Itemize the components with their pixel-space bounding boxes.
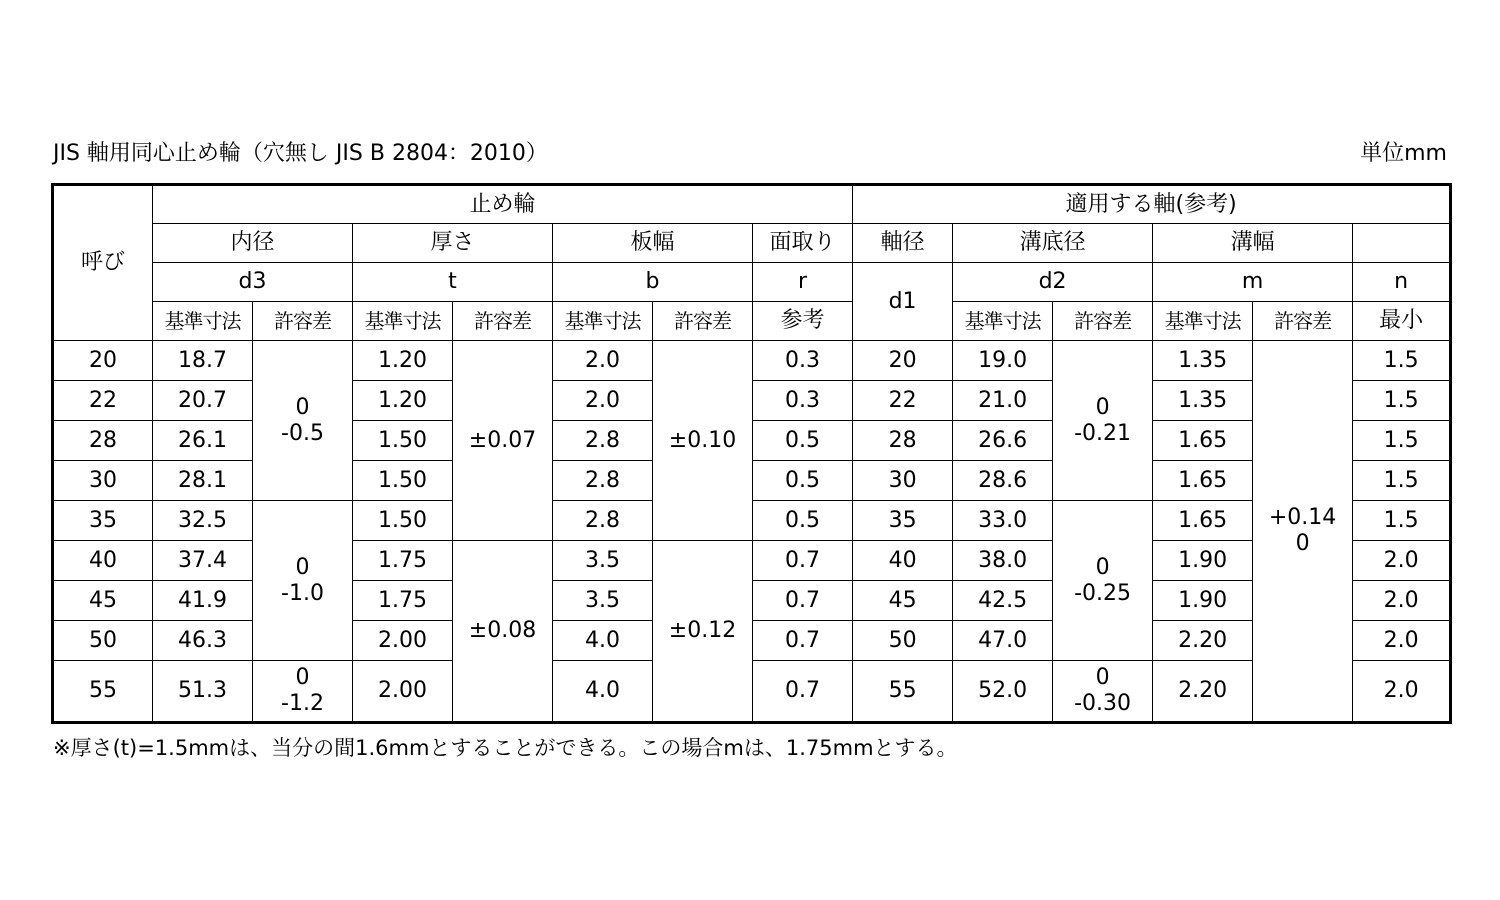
cell-t: 1.75 [353,581,453,621]
footnote: ※厚さ(t)=1.5mmは、当分の間1.6mmとすることができる。この場合mは、1.75mmとする。 [53,736,958,760]
header-r-reference: 参考 [753,302,853,341]
cell-r: 0.7 [753,661,853,723]
cell-call: 20 [53,341,153,381]
header-t-tolerance: 許容差 [453,302,553,341]
header-d3-nominal: 基準寸法 [153,302,253,341]
cell-d1: 40 [853,541,953,581]
cell-m: 1.90 [1153,581,1253,621]
cell-r: 0.5 [753,421,853,461]
cell-d3-tolerance [253,341,353,501]
cell-call: 22 [53,381,153,421]
tolerance-lower: -0.30 [1074,691,1132,716]
cell-d2: 52.0 [953,661,1053,723]
tolerance-upper: 0 [1095,394,1110,420]
cell-call: 55 [53,661,153,723]
cell-d2: 21.0 [953,381,1053,421]
cell-d2: 28.6 [953,461,1053,501]
cell-d2-tolerance [1053,501,1153,661]
cell-call: 45 [53,581,153,621]
cell-t: 1.50 [353,421,453,461]
cell-call: 30 [53,461,153,501]
header-d3-tolerance: 許容差 [253,302,353,341]
cell-m: 1.90 [1153,541,1253,581]
cell-d1: 20 [853,341,953,381]
cell-b: 2.8 [553,501,653,541]
cell-call: 28 [53,421,153,461]
header-b-tolerance: 許容差 [653,302,753,341]
cell-d3: 32.5 [153,501,253,541]
cell-n: 2.0 [1353,581,1451,621]
cell-m: 1.35 [1153,381,1253,421]
header-row-4 [53,302,1451,341]
header-d2-nominal: 基準寸法 [953,302,1053,341]
header-groove-width: 溝幅 [1153,224,1353,263]
cell-t: 1.75 [353,541,453,581]
cell-m: 2.20 [1153,621,1253,661]
header-n-minimum: 最小 [1353,302,1451,341]
cell-d1: 50 [853,621,953,661]
cell-n: 1.5 [1353,461,1451,501]
cell-n: 1.5 [1353,381,1451,421]
cell-n: 2.0 [1353,541,1451,581]
header-shaft-dia: 軸径 [853,224,953,263]
header-t-nominal: 基準寸法 [353,302,453,341]
symbol-d3: d3 [153,263,353,302]
cell-n: 1.5 [1353,501,1451,541]
table-row [53,661,1451,723]
cell-d3: 37.4 [153,541,253,581]
cell-r: 0.7 [753,581,853,621]
symbol-d2: d2 [953,263,1153,302]
cell-t: 2.00 [353,621,453,661]
cell-n: 2.0 [1353,661,1451,723]
cell-r: 0.7 [753,621,853,661]
header-ring: 止め輪 [153,185,853,224]
header-m-nominal: 基準寸法 [1153,302,1253,341]
cell-d1: 30 [853,461,953,501]
cell-m: 1.65 [1153,421,1253,461]
tolerance-upper: 0 [1095,665,1110,690]
cell-b: 2.0 [553,341,653,381]
symbol-b: b [553,263,753,302]
cell-b: 3.5 [553,541,653,581]
cell-d3: 28.1 [153,461,253,501]
tolerance-upper: 0 [1095,554,1110,580]
header-call: 呼び [53,185,153,341]
header-d2-tolerance: 許容差 [1053,302,1153,341]
cell-b: 2.0 [553,381,653,421]
header-b-nominal: 基準寸法 [553,302,653,341]
cell-d2-tolerance [1053,341,1153,501]
table-row [53,501,1451,541]
cell-d2: 47.0 [953,621,1053,661]
cell-d2: 33.0 [953,501,1053,541]
cell-b-tolerance: ±0.12 [653,541,753,723]
cell-call: 40 [53,541,153,581]
tolerance-lower: -0.25 [1074,580,1132,606]
header-shaft: 適用する軸(参考) [853,185,1451,224]
cell-d2: 42.5 [953,581,1053,621]
tolerance-upper: +0.14 [1268,505,1337,530]
cell-d3: 51.3 [153,661,253,723]
tolerance-lower: -1.0 [281,580,324,606]
cell-r: 0.7 [753,541,853,581]
cell-r: 0.5 [753,461,853,501]
header-row-3 [53,263,1451,302]
symbol-t: t [353,263,553,302]
cell-d2-tolerance [1053,661,1153,723]
cell-n: 1.5 [1353,421,1451,461]
cell-t: 1.20 [353,341,453,381]
tolerance-upper: 0 [295,554,310,580]
cell-m: 2.20 [1153,661,1253,723]
tolerance-upper: 0 [295,665,310,690]
cell-d1: 45 [853,581,953,621]
symbol-d1: d1 [853,263,953,341]
cell-t: 1.50 [353,461,453,501]
cell-d2: 19.0 [953,341,1053,381]
cell-n: 2.0 [1353,621,1451,661]
cell-t: 1.20 [353,381,453,421]
tolerance-lower: 0 [1295,531,1310,556]
symbol-m: m [1153,263,1353,302]
cell-b: 4.0 [553,621,653,661]
tolerance-upper: 0 [295,394,310,420]
header-m-tolerance: 許容差 [1253,302,1353,341]
symbol-r: r [753,263,853,302]
cell-b: 2.8 [553,421,653,461]
cell-b: 3.5 [553,581,653,621]
cell-t: 2.00 [353,661,453,723]
cell-d1: 22 [853,381,953,421]
cell-b-tolerance: ±0.10 [653,341,753,541]
cell-m: 1.65 [1153,501,1253,541]
tolerance-lower: -1.2 [281,691,324,716]
cell-t-tolerance: ±0.08 [453,541,553,723]
cell-m: 1.35 [1153,341,1253,381]
cell-t-tolerance: ±0.07 [453,341,553,541]
header-row-1 [53,185,1451,224]
retaining-ring-spec-table [51,183,1452,724]
table-title: JIS 軸用同心止め輪（穴無し JIS B 2804：2010） [53,141,548,166]
cell-d1: 28 [853,421,953,461]
cell-d2: 26.6 [953,421,1053,461]
cell-d1: 35 [853,501,953,541]
header-chamfer: 面取り [753,224,853,263]
header-thickness: 厚さ [353,224,553,263]
cell-r: 0.5 [753,501,853,541]
header-groove-dia: 溝底径 [953,224,1153,263]
cell-d3-tolerance [253,661,353,723]
cell-n: 1.5 [1353,341,1451,381]
cell-d2: 38.0 [953,541,1053,581]
table-row [53,341,1451,381]
cell-m-tolerance [1253,341,1353,723]
symbol-n: n [1353,263,1451,302]
cell-d3: 18.7 [153,341,253,381]
cell-m: 1.65 [1153,461,1253,501]
cell-b: 2.8 [553,461,653,501]
tolerance-lower: -0.21 [1074,420,1132,446]
cell-d1: 55 [853,661,953,723]
cell-d3: 46.3 [153,621,253,661]
cell-d3: 20.7 [153,381,253,421]
cell-d3-tolerance [253,501,353,661]
unit-label: 単位mm [1360,141,1447,166]
cell-r: 0.3 [753,381,853,421]
header-width: 板幅 [553,224,753,263]
cell-t: 1.50 [353,501,453,541]
header-row-2 [53,224,1451,263]
header-blank [1353,224,1451,263]
cell-d3: 41.9 [153,581,253,621]
cell-d3: 26.1 [153,421,253,461]
cell-b: 4.0 [553,661,653,723]
cell-r: 0.3 [753,341,853,381]
cell-call: 50 [53,621,153,661]
cell-call: 35 [53,501,153,541]
tolerance-lower: -0.5 [281,420,324,446]
header-inner-dia: 内径 [153,224,353,263]
